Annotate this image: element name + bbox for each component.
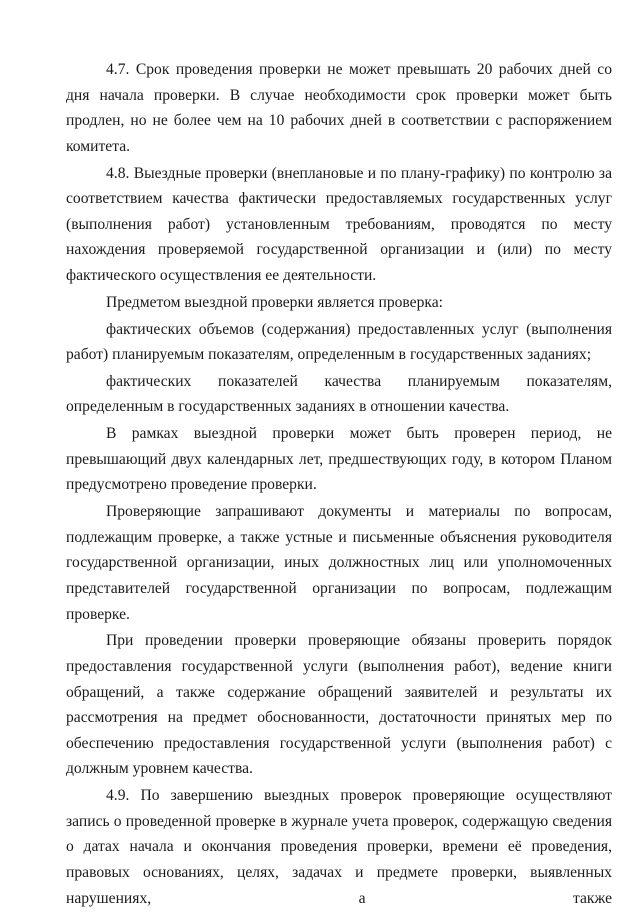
paragraph-inspection-subject: Предметом выездной проверки является проверка: [106,293,443,311]
paragraph-4-9: 4.9. По завершению выездных проверок проверяющие осуществляют запись о проведенной проверке в журнале учета проверок, содержащую сведения о датах начала и окончания проведения проверки, времени её проведения, правовых основаниях, целях, задачах и предмете проверки, выявленных нарушениях, а также [66,787,612,907]
document-body [66,57,612,912]
paragraph-4-7: 4.7. Срок проведения проверки не может превышать 20 рабочих дней со дня начала проверки. В случае необходимости срок проверки может быть продлен, но не более чем на 10 рабочих дней в соответствии с распоряжением комитета. [66,61,612,155]
paragraph-4-8: 4.8. Выездные проверки (внеплановые и по плану-графику) по контролю за соответствием качества фактически предоставляемых государственных услуг (выполнения работ) установленным требованиям, проводятся по месту нахождения проверяемой государственной организации и (или) по месту фактического осуществления ее деятельности. [66,164,612,284]
paragraph-quality-indicators: фактических показателей качества планируемым показателям, определенным в государственных заданиях в отношении качества. [66,372,612,416]
paragraph-inspection-period: В рамках выездной проверки может быть проверен период, не превышающий двух календарных лет, предшествующих году, в котором Планом предусмотрено проведение проверки. [66,425,612,494]
paragraph-inspectors-request: Проверяющие запрашивают документы и материалы по вопросам, подлежащим проверке, а также устные и письменные объяснения руководителя государственной организации, иных должностных лиц или уполномоченных представителей государственной организации по вопросам, подлежащим проверке. [66,503,612,623]
paragraph-inspectors-duties: При проведении проверки проверяющие обязаны проверить порядок предоставления государственной услуги (выполнения работ), ведение книги обращений, а также содержание обращений заявителей и результаты их рассмотрения на предмет обоснованности, достаточности принятых мер по обеспечению предоставления государственной услуги (выполнения работ) с должным уровнем качества. [66,632,612,778]
paragraph-actual-volumes: фактических объемов (содержания) предоставленных услуг (выполнения работ) планируемым показателям, определенным в государственных заданиях; [66,320,612,364]
